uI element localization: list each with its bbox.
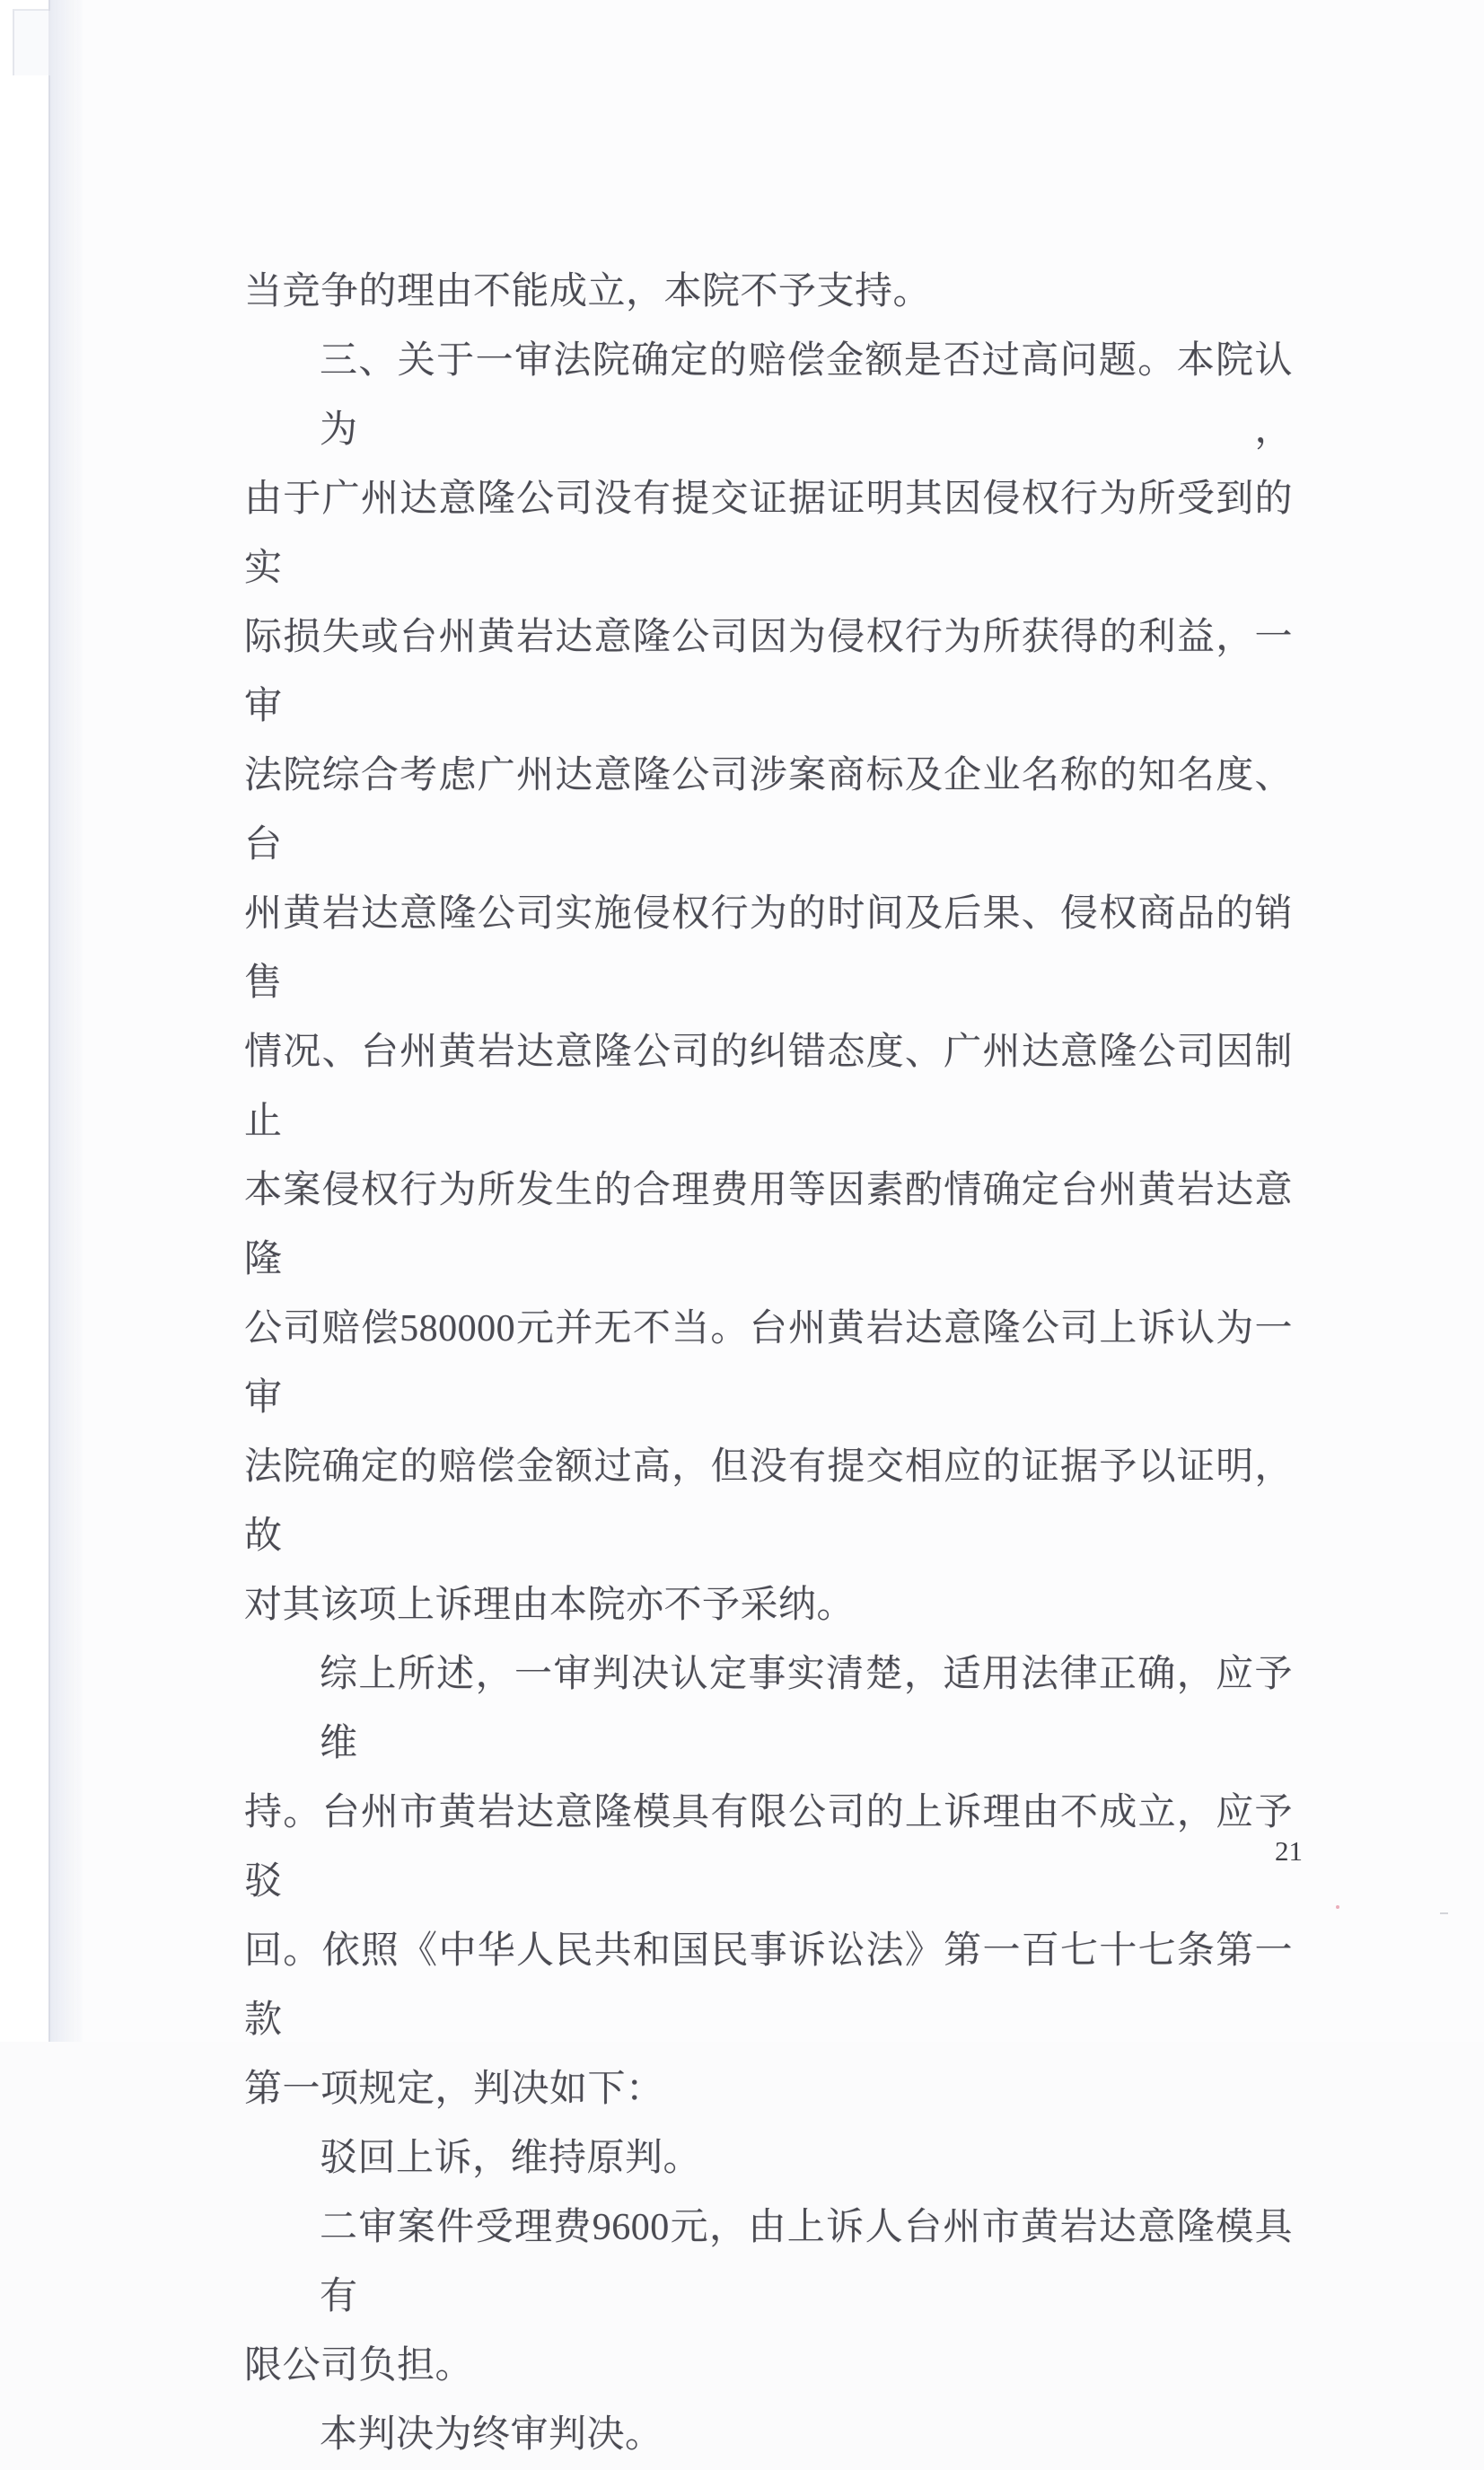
text-line: 际损失或台州黄岩达意隆公司因为侵权行为所获得的利益，一审 (244, 617, 1293, 727)
left-edge-white-strip (0, 0, 48, 2042)
left-edge-scan-shadow (48, 0, 83, 2042)
scan-speck-pink (1336, 1905, 1339, 1909)
text-line: 情况、台州黄岩达意隆公司的纠错态度、广州达意隆公司因制止 (244, 1032, 1293, 1142)
text-line: 当竞争的理由不能成立，本院不予支持。 (244, 271, 932, 312)
text-line: 法院综合考虑广州达意隆公司涉案商标及企业名称的知名度、台 (244, 755, 1293, 866)
top-left-scan-artifact (13, 9, 50, 75)
text-line: 三、关于一审法院确定的赔偿金额是否过高问题。本院认为， (320, 340, 1293, 451)
text-line: 回。依照《中华人民共和国民事诉讼法》第一百七十七条第一款 (244, 1930, 1293, 2041)
scan-speck-gray (1440, 1912, 1448, 1914)
page-number: 21 (1275, 1835, 1303, 1867)
text-line: 二审案件受理费9600元，由上诉人台州市黄岩达意隆模具有 (320, 2207, 1293, 2317)
text-line: 本判决为终审判决。 (320, 2414, 663, 2456)
text-line: 由于广州达意隆公司没有提交证据证明其因侵权行为所受到的实 (244, 479, 1293, 589)
judgment-text-block (244, 258, 1293, 2470)
text-line: 持。台州市黄岩达意隆模具有限公司的上诉理由不成立，应予驳 (244, 1792, 1293, 1903)
text-line: 州黄岩达意隆公司实施侵权行为的时间及后果、侵权商品的销售 (244, 893, 1293, 1004)
text-line: 驳回上诉，维持原判。 (320, 2138, 702, 2179)
text-line: 本案侵权行为所发生的合理费用等因素酌情确定台州黄岩达意隆 (244, 1170, 1293, 1280)
text-line: 公司赔偿580000元并无不当。台州黄岩达意隆公司上诉认为一审 (244, 1308, 1293, 1419)
text-line: 综上所述，一审判决认定事实清楚，适用法律正确，应予维 (320, 1654, 1293, 1764)
text-line: 限公司负担。 (244, 2345, 474, 2386)
text-line: 法院确定的赔偿金额过高，但没有提交相应的证据予以证明，故 (244, 1446, 1293, 1557)
text-line: 第一项规定，判决如下： (244, 2069, 664, 2110)
text-line: 对其该项上诉理由本院亦不予采纳。 (244, 1585, 856, 1626)
